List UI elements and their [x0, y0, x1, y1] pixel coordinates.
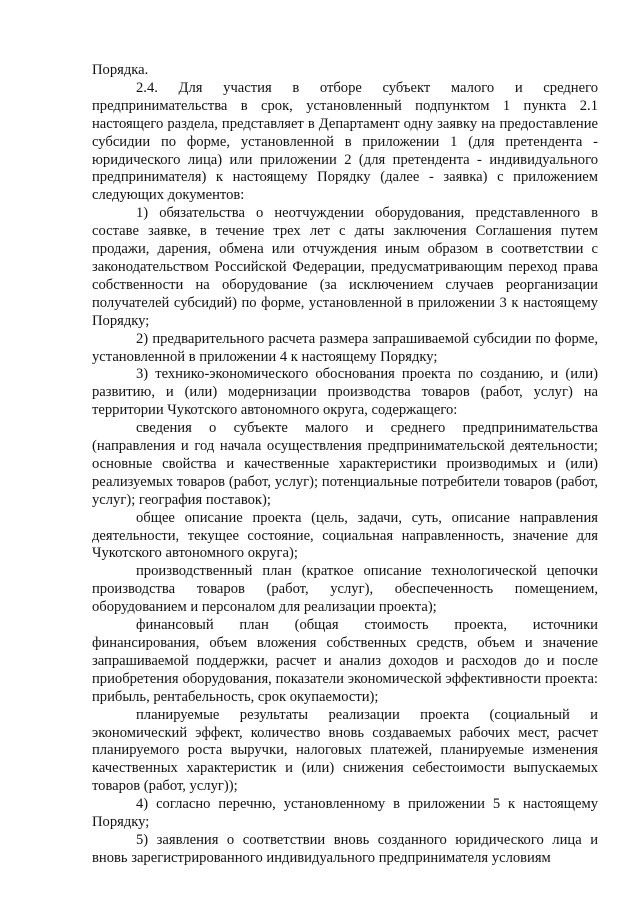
paragraph-planned-results: планируемые результаты реализации проекта (социальный и экономический эффект, количество вновь создаваемых рабочих мест, расчет планируемого роста выручки, налоговых платежей, планируемые изменения качественных характеристик и (или) снижения себестоимости выпускаемых товаров (работ, услуг));	[92, 706, 598, 795]
paragraph-item-3: 3) технико-экономического обоснования проекта по созданию, и (или) развитию, и (или) модернизации производства товаров (работ, услуг) на территории Чукотского автономного округа, содержащего:	[92, 366, 598, 419]
paragraph-production-plan: производственный план (краткое описание технологической цепочки производства товаров (работ, услуг), обеспеченность помещением, оборудованием и персоналом для реализации проекта);	[92, 563, 598, 616]
paragraph-2-4: 2.4. Для участия в отборе субъект малого и среднего предпринимательства в срок, установленный подпунктом 1 пункта 2.1 настоящего раздела, представляет в Департамент одну заявку на предоставление субсидии по форме, установленной в приложении 1 (для претендента - юридического лица) или приложении 2 (для претендента - индивидуального предпринимателя) к настоящему Порядку (далее - заявка) с приложением следующих документов:	[92, 79, 598, 204]
paragraph-item-2: 2) предварительного расчета размера запрашиваемой субсидии по форме, установленной в приложении 4 к настоящему Порядку;	[92, 330, 598, 365]
paragraph-subject-info: сведения о субъекте малого и среднего предпринимательства (направления и год начала осуществления предпринимательской деятельности; основные свойства и качественные характеристики производимых и (или) реализуемых товаров (работ, услуг); потенциальные потребители товаров (работ, услуг); география поставок);	[92, 420, 598, 508]
paragraph-project-description: общее описание проекта (цель, задачи, суть, описание направления деятельности, текущее состояние, социальная направленность, значение для Чукотского автономного округа);	[92, 509, 598, 562]
paragraph-continuation: Порядка.	[92, 62, 149, 78]
paragraph-item-5: 5) заявления о соответствии вновь созданного юридического лица и вновь зарегистрированного индивидуального предпринимателя условиям	[92, 831, 598, 866]
paragraph-financial-plan: финансовый план (общая стоимость проекта, источники финансирования, объем вложения собственных средств, объем и значение запрашиваемой поддержки, расчет и анализ доходов и расходов до и после приобретения оборудования, показатели экономической эффективности проекта: прибыль, рентабельность, срок окупаемости);	[92, 617, 598, 705]
paragraph-item-1: 1) обязательства о неотчуждении оборудования, представленного в составе заявке, в течение трех лет с даты заключения Соглашения путем продажи, дарения, обмена или отчуждения иным образом в соответствии с законодательством Российской Федерации, предусматривающим переход права собственности на оборудование (за исключением случаев реорганизации получателей субсидий) по форме, установленной в приложении 3 к настоящему Порядку;	[92, 205, 598, 329]
paragraph-item-4: 4) согласно перечню, установленному в приложении 5 к настоящему Порядку;	[92, 796, 598, 831]
